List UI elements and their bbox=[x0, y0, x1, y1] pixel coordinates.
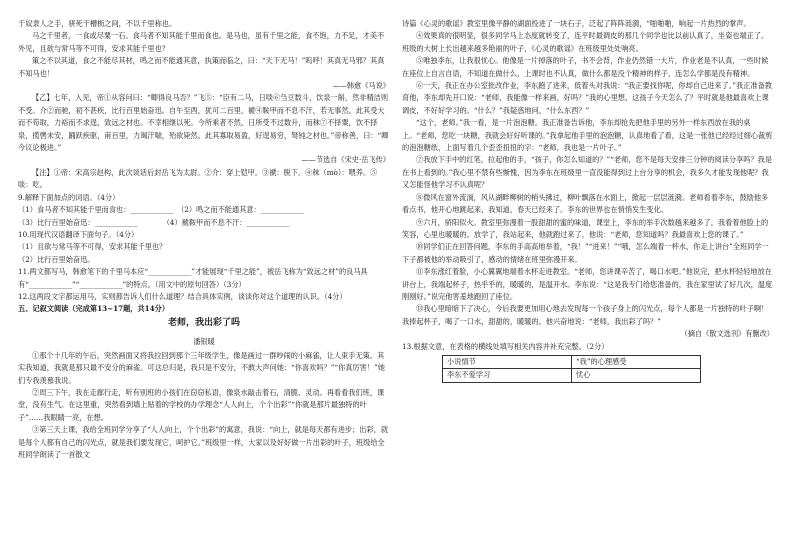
text-line: 【乙】七年，入见，帝①从容问曰：“卿得良马否？”飞⑤：“臣有二马，日啖⑥刍豆数斗，饮泉一斛，然非精洁则不受。介②而驰，初不甚疾，比行百里始奋迅。自午至酉，犹可二百里。褫④鞍甲而不息不汗，若无事然。此其受大而不苟取，力裕而不求逞，致远之材也。不幸相继以死。今所乘者不然，日所受不过数升，而秣⑦不择粟，饮不择泉，揽辔未安，踊跃疾驱，甫百里，力竭汗喘，殆欲毙然。此其寡取易盈，好逞易穷，驽钝之材也。”帝称善，曰：“卿今议论极进。” bbox=[18, 93, 389, 153]
essay-paragraph: “这个，老师。”我一看，是一片泡泡糖。我正准备告诉他，李东却抢先把他手里的另外一样东西放在我的桌上。“老师，您吃一块糖，我就会好好听课的。”我拿起他手里的泡泡糖，认真地看了看，这是一张他已经经过细心裁剪的泡泡糖纸，上面写着几个歪歪扭扭的字：“老师，我也是一片叶子。” bbox=[402, 118, 773, 153]
question-9-1: （1）食马者不知其能千里而食也：____________ （2）鸣之而不能通其意：____________ bbox=[18, 205, 304, 215]
essay-paragraph: 诗篇《心灵的歌谣》教室里像平静的湖面投进了一块石子，泛起了阵阵涟漪，“啪啪啪，响起一片热烈的掌声。 bbox=[402, 19, 751, 28]
answer-table bbox=[442, 355, 701, 383]
question-9-2: （3）比行百里始奋迅：____________ （4）褫鞍甲而不息不汗：____________ bbox=[18, 217, 290, 227]
essay-author: 潘银暖 bbox=[193, 337, 215, 347]
question-10-2: （2）比行百里始奋迅。 bbox=[18, 254, 95, 264]
note-line: 【注】①帝：宋高宗赵构，此次谈话后封岳飞为太尉。②介：穿上铠甲。③褫：脱下。④秣（mò）：喂养。⑤啖：吃。 bbox=[18, 167, 378, 190]
question-12: 12.这两段文字都运用马，实则都告诉人们什么道理？结合具体实例，谈谈你对这个道理的认识。（4分） bbox=[18, 291, 347, 301]
left-column bbox=[18, 18, 390, 461]
essay-paragraph: ①那个十几年的午后，突然画面又将我拉回到那个三年级学生，像是画过一群吵闹的小麻雀，让人束手无策。其实我知道，我就是那只最不安分的麻雀。可这总归是，我只是不安分，不敢大声问她：“你喜欢吗？”“你真厉害！”她们专我羡慕我说。 bbox=[18, 350, 385, 385]
question-9: 9.解释下面加点的词语。（4分） bbox=[18, 192, 120, 202]
essay-paragraph: ⑤唯独李东，让我很忧心。他像是一片掉落的叶子，书不会背，作业仍然错一大片，作业老是不认真，一些时候在座位上自言自语，不知道在做什么，上课时也不认真，做什么都是没个精神的样子，连怎么学都是没有精神。 bbox=[402, 56, 769, 78]
section-heading: 五、记叙文阅读（完成第13~17题，共14分） bbox=[18, 304, 170, 314]
table-cell: 李东不爱学习 bbox=[443, 369, 572, 382]
table-row bbox=[443, 369, 701, 382]
question-11: 11.两文都写马，韩愈笔下的千里马本应“____________”才能展现“千里之能”，被岳飞称为“致远之材”的良马具有“____________”“____________”的特点。（用文中的原句回答）（3分） bbox=[18, 267, 368, 289]
essay-paragraph: ②周三下午，我在走廊行走，听有别班的小孩们在窃窃私语，像泉水敲击着石，清脆、灵动。再看看我们班，课堂，没有生气。在这里重，突然看到墙上贴着的学校的办学理念“人人向上，个个出彩”“你就是那片最独特的叶子”……我眼睛一亮，在想。 bbox=[18, 387, 385, 422]
essay-paragraph: ⑦我放下手中的红笔，拉起他的手，“孩子，你怎么知道的？”“老师，您不是每天安排三分钟的阅读分享吗？我是在书上看到的。”我心里不禁有些惭愧，因为李东在班级里一直没能得到过上台分享的机会，我多久才能发现他呢？我又怎能怪他学习不认真呢？ bbox=[402, 155, 773, 190]
source-line: ——韩愈《马说》 bbox=[332, 81, 390, 91]
source-line: ——节选自《宋史·岳飞传》 bbox=[301, 155, 390, 165]
text-line: 于奴隶人之手，骈死于槽枥之间，不以千里称也。 bbox=[18, 19, 177, 28]
table-header-cell: “我”的心理感受 bbox=[572, 355, 701, 368]
table-row bbox=[443, 355, 701, 368]
essay-paragraph: ⑩同学们正在回答问题，李东的手高高地举着，“我！”“进来！”“哦，怎么端着一杯水，你走上讲台”全班同学一下子都被他的举动吸引了，感动的情绪在班里弥漫开来。 bbox=[402, 242, 769, 264]
source-line: （摘自《散文选刊》有删改） bbox=[680, 329, 774, 339]
text-line: 策之不以其道，食之不能尽其材，鸣之而不能通其意，执策而临之，曰：“天下无马！”呜呼！其真无马邪？其真不知马也！ bbox=[18, 56, 385, 78]
question-13: 13.根据文意，在表格的横线处填写相关内容并补充完整。（2分） bbox=[402, 341, 609, 351]
essay-paragraph: ③第三天上课，我给全班同学分享了“人人向上，个个出彩”的寓意，我说：“向上，就是每天都有进步；出彩，就是每个人都有自己的闪光点，就是我们要发现它，呵护它。”班级里一样，大家以及好好做一片出彩的叶子，班级给全班同学朗读了一首散文 bbox=[18, 425, 389, 459]
table-cell: 忧心 bbox=[572, 369, 701, 382]
essay-title: 老师，我出彩了吗 bbox=[167, 317, 240, 328]
essay-paragraph: ⑧微风在窗外流淌，风从湖畔柳树的梢头拂过，柳叶飘落在水面上，掀起一层层涟漪。老师看着李东，鼓励他多看点书，他开心地跳起来，我知道，春天已经来了。李东的世界也在悄悄发生变化。 bbox=[402, 192, 769, 215]
essay-paragraph: ⑬我心里暗暗下了决心，今后我要更加用心地去发现每一个孩子身上的闪光点，每个人都是一片独特的叶子啊！我捧起杯子，喝了一口水，甜甜的，暖暖的。他兴奋地说：“老师，我出彩了吗？” bbox=[402, 304, 769, 326]
question-10: 10.用现代汉语翻译下面句子。（4分） bbox=[18, 229, 139, 239]
essay-paragraph: ⑥一天，我正在办公室批改作业，李东跑了进来，低着头对我说：“我正要找你呢，你却自己进来了。”我正准备教育他，李东却先开口说：“老师，我能像一样来画，好吗？”我的心里想，这孩子今天怎么了？平时就是他最喜欢上课调皮，不好好学习的。“什么？”我疑惑地问，“什么东西？” bbox=[402, 81, 772, 115]
essay-paragraph: ⑨六月，骄阳似火。教室里弥漫着一股甜甜的蜜的味道，课堂上，李东的举手次数越来越多了，我看着他脸上的笑容，心里也暖暖的。放学了，我站起来，他就跑过来了，他说：“老师，您知道吗？我最喜欢上您的课了。” bbox=[402, 217, 769, 239]
right-column bbox=[402, 18, 774, 383]
table-header-cell: 小说情节 bbox=[443, 355, 572, 368]
question-10-1: （1）且欲与常马等不可得，安求其能千里也？ bbox=[18, 242, 167, 252]
text-line: 马之千里者，一食或尽粟一石。食马者不知其能千里而食也。是马也，虽有千里之能，食不饱，力不足，才美不外见，且欲与常马等不可得，安求其能千里也？ bbox=[18, 31, 385, 53]
essay-paragraph: ④效果真的很明显，很多同学马上态度就转变了，连平时最调皮的那几个同学也比以前认真了，坐姿也端正了。班级的大树上长出越来越多艳丽的叶子，《心灵的歌谣》在班级里处处响亮。 bbox=[402, 31, 769, 53]
essay-paragraph: ⑪李东涨红着脸，小心翼翼地端着水杯走进教室。“老师，您讲课辛苦了，喝口水吧。”他说完，把水杯轻轻地放在讲台上，我端起杯子，热乎乎的，暖暖的，是温开水。李东说：“这是我专门给您准备的，我在家里试了好几次，温度刚刚好。”说完他害羞地跑回了座位。 bbox=[402, 267, 773, 301]
